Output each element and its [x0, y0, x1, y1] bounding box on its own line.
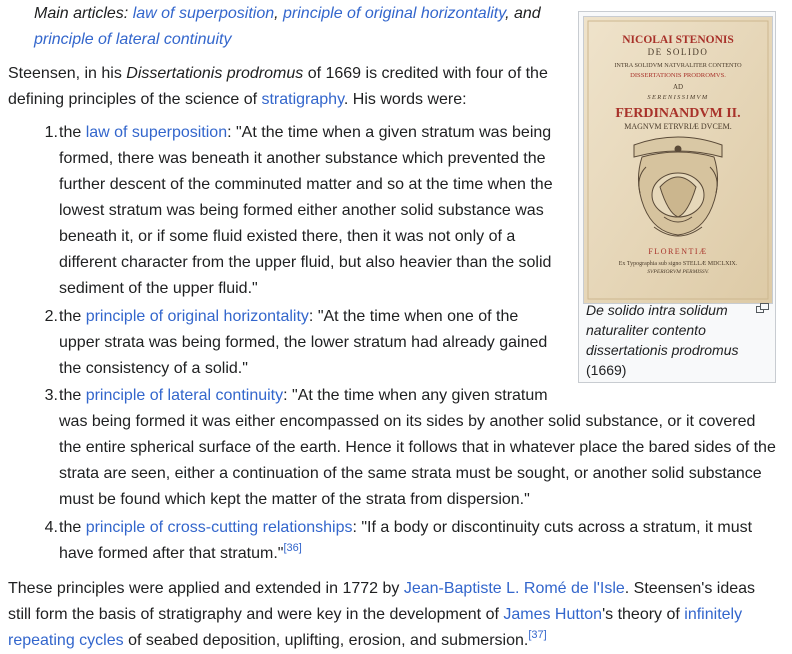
- item-text: the consistency of a solid.": [59, 360, 248, 377]
- figure-thumbnail: [578, 11, 776, 383]
- link-stratigraphy[interactable]: stratigraphy: [261, 91, 344, 108]
- item-text: : "At the time when a given stratum was being: [227, 124, 552, 141]
- title-line: FLORENTIÆ: [648, 247, 708, 256]
- intro-paragraph: [8, 61, 568, 113]
- closing-text: still form the basis of stratigraphy and were key in the development of: [8, 606, 504, 623]
- title-line: INTRA SOLIDVM NATVRALITER CONTENTO: [614, 62, 742, 69]
- link-jean-baptiste-rome-de-lisle[interactable]: Jean-Baptiste L. Romé de l'Isle: [403, 580, 625, 597]
- item-lead: the: [59, 124, 86, 141]
- title-page-image[interactable]: [583, 16, 773, 304]
- hatnote-prefix: Main articles:: [34, 5, 133, 22]
- intro-text: defining principles of the science of: [8, 91, 262, 108]
- item-text: : "If a body or discontinuity cuts across a stratum, it must: [352, 519, 753, 536]
- list-number: 4.: [44, 519, 58, 536]
- link-principle-of-lateral-continuity[interactable]: principle of lateral continuity: [34, 31, 232, 48]
- item-text: upper strata was being formed, the lower stratum had already gained: [59, 334, 548, 351]
- list-number: 1.: [44, 124, 58, 141]
- caption-text: naturaliter contento: [586, 322, 706, 338]
- link-infinitely-repeating-cycles[interactable]: repeating cycles: [8, 632, 124, 649]
- title-line: SVPERIORVM PERMISSV.: [647, 269, 709, 275]
- title-line: AD: [672, 83, 684, 91]
- link-james-hutton[interactable]: James Hutton: [503, 606, 603, 623]
- closing-text: These principles were applied and extended in 1772 by: [8, 580, 404, 597]
- link-principle-of-original-horizontality[interactable]: principle of original horizontality: [85, 308, 309, 325]
- item-lead: the: [59, 308, 86, 325]
- link-law-of-superposition[interactable]: law of superposition: [85, 124, 228, 141]
- list-number: 2.: [44, 308, 58, 325]
- intro-text: of 1669 is credited with four of the: [303, 65, 548, 82]
- item-lead: the: [59, 387, 86, 404]
- reference-37[interactable]: [37]: [528, 628, 547, 641]
- item-text: formed, there was beneath it another substance which prevented the: [59, 150, 546, 167]
- title-line: Ex Typographia sub signo STELLÆ MDCLXIX.: [618, 261, 738, 267]
- title-line: DISSERTATIONIS PRODROMVS.: [630, 72, 726, 79]
- title-page-illustration: [584, 17, 772, 303]
- closing-text: of seabed deposition, uplifting, erosion, and submersion.: [123, 632, 529, 649]
- link-principle-of-lateral-continuity[interactable]: principle of lateral continuity: [85, 387, 284, 404]
- link-infinitely-repeating-cycles[interactable]: infinitely: [684, 606, 743, 623]
- caption-text: dissertationis prodromus: [586, 342, 739, 358]
- item-text: beneath it, or if some fluid existed there, then it was not only of a: [59, 228, 516, 245]
- closing-text: 's theory of: [602, 606, 685, 623]
- item-text: : "At the time when any given stratum: [283, 387, 548, 404]
- caption-text: (1669): [586, 362, 627, 378]
- title-line: MAGNVM ETRVRIÆ DVCEM.: [624, 122, 732, 131]
- title-line: FERDINANDVM II.: [615, 106, 741, 121]
- link-principle-of-cross-cutting-relationships[interactable]: principle of cross-cutting relationships: [85, 519, 353, 536]
- reference-36[interactable]: [36]: [283, 541, 302, 554]
- item-lead: the: [59, 519, 86, 536]
- item-text: sediment of the upper fluid.": [59, 280, 258, 297]
- hatnote: [34, 1, 564, 53]
- item-text: : "At the time when one of the: [308, 308, 519, 325]
- hatnote-separator: ,: [274, 5, 284, 22]
- title-line: DE SOLIDO: [647, 47, 709, 57]
- title-line: SERENISSIMVM: [647, 94, 709, 101]
- link-law-of-superposition[interactable]: law of superposition: [132, 5, 275, 22]
- item-text: lowest stratum was being formed either another solid substance was: [59, 202, 544, 219]
- item-text: strata are seen, either a continuation of the same strata must be sought, or another solid substance: [59, 465, 762, 482]
- item-text: further descent of the comminuted matter and so at the time when the: [59, 176, 553, 193]
- item-text: different character from the upper fluid, but also heavier than the solid: [59, 254, 552, 271]
- item-text: must be found which kept the matter of the strata from dispersion.": [59, 491, 530, 508]
- item-text: have formed after that stratum.": [59, 545, 284, 562]
- work-title: Dissertationis prodromus: [126, 65, 304, 82]
- link-principle-of-original-horizontality[interactable]: principle of original horizontality: [283, 5, 506, 22]
- closing-text: . Steensen's ideas: [624, 580, 756, 597]
- figure-caption: [586, 300, 762, 380]
- closing-paragraph: [8, 576, 792, 654]
- item-text: was being formed it was either encompassed on its sides by another solid substance, or it covered: [59, 413, 756, 430]
- intro-text: Steensen, in his: [8, 65, 127, 82]
- list-number: 3.: [44, 387, 58, 404]
- caption-text: De solido intra solidum: [586, 302, 728, 318]
- hatnote-separator: , and: [505, 5, 541, 22]
- item-text: the entire spherical surface of the earth. Hence it follows that in whatever place the bared sides of the: [59, 439, 776, 456]
- intro-text: . His words were:: [343, 91, 467, 108]
- enlarge-icon[interactable]: [756, 303, 769, 313]
- title-line: NICOLAI STENONIS: [622, 34, 734, 46]
